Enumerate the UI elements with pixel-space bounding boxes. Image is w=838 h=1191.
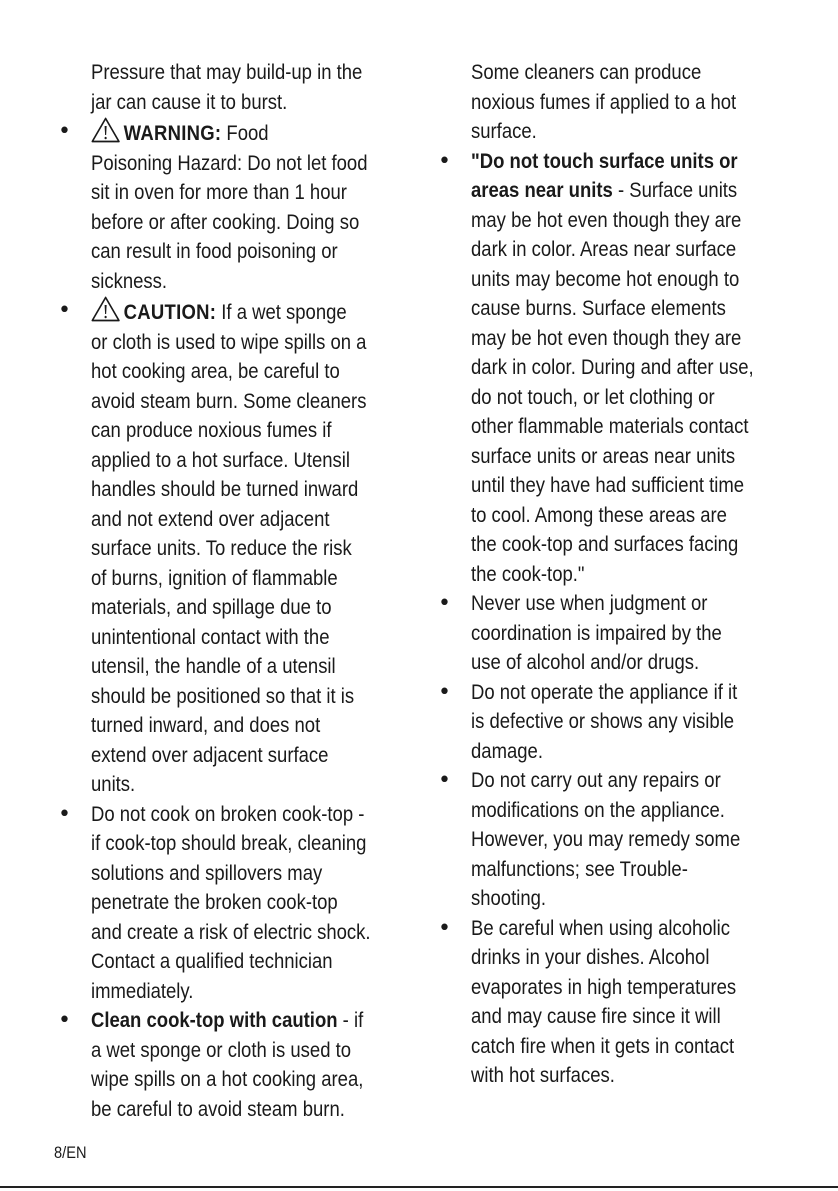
list-item-do-not-touch (430, 147, 835, 590)
text-line: modifications on the appliance. (471, 797, 725, 822)
text-line: surface units. To reduce the risk (91, 536, 352, 560)
bullet: • (58, 119, 71, 144)
text-line: Do not cook on broken cook-top - (91, 801, 365, 826)
text-line: if cook-top should break, cleaning (91, 831, 367, 855)
text-line: Never use when judgment or (471, 591, 708, 615)
warning-triangle-icon (91, 117, 120, 143)
text-line (91, 117, 376, 149)
list-item-repairs (430, 766, 835, 914)
text-line: evaporates in high temperatures (471, 974, 737, 999)
text-line: shooting. (471, 886, 547, 910)
text-line (91, 296, 376, 328)
text-line: coordination is impaired by the (471, 620, 722, 645)
text-line: noxious fumes if applied to a hot (471, 89, 737, 114)
list-item-judgment (430, 589, 835, 678)
text-line: Do not carry out any repairs or (471, 768, 721, 792)
text-line: the cook-top and surfaces facing (471, 532, 739, 556)
list-item-broken-cooktop (50, 800, 422, 1007)
text-line: Some cleaners can produce (471, 60, 702, 84)
text-line: and not extend over adjacent (91, 506, 330, 531)
text-line: solutions and spillovers may (91, 860, 323, 885)
text-line (91, 1006, 376, 1036)
list-item-clean-cooktop (50, 1006, 422, 1124)
text-line: until they have had sufficient time (471, 473, 745, 497)
warning-triangle-icon (91, 296, 120, 322)
text-line: damage. (471, 738, 543, 763)
list-item-alcohol (430, 914, 835, 1091)
text-line: handles should be turned inward (91, 477, 359, 501)
text-run: If a wet sponge (221, 300, 347, 324)
bullet: • (438, 768, 451, 793)
bold-lead-line: "Do not touch surface units or (471, 148, 738, 173)
text-line: Poisoning Hazard: Do not let food (91, 150, 368, 175)
text-line: immediately. (91, 978, 194, 1003)
text-line: other flammable materials contact (471, 414, 749, 438)
bullet: • (438, 591, 451, 616)
text-line: hot cooking area, be careful to (91, 359, 340, 383)
text-line: may be hot even though they are (471, 325, 742, 350)
bold-lead: areas near units (471, 178, 613, 202)
list-item-warning (50, 117, 422, 296)
text-line: do not touch, or let clothing or (471, 384, 715, 409)
text-line: can result in food poisoning or (91, 239, 338, 263)
bullet: • (58, 801, 71, 827)
text-line: malfunctions; see Trouble- (471, 856, 688, 881)
text-run: - Surface units (612, 178, 738, 202)
text-line: dark in color. Areas near surface (471, 237, 737, 261)
text-line: is defective or shows any visible (471, 709, 735, 733)
list-item-caution (50, 296, 422, 800)
text-run: - if (337, 1008, 364, 1032)
text-line: before or after cooking. Doing so (91, 209, 360, 234)
text-line: jar can cause it to burst. (91, 89, 288, 114)
text-line: However, you may remedy some (471, 827, 741, 851)
text-line: or cloth is used to wipe spills on a (91, 329, 367, 354)
page-number: 8/EN (54, 1143, 87, 1162)
text-run: Food (226, 121, 269, 145)
text-line: and create a risk of electric shock. (91, 919, 371, 944)
text-line: be careful to avoid steam burn. (91, 1096, 345, 1121)
bullet: • (438, 148, 451, 174)
text-line: turned inward, and does not (91, 713, 321, 737)
text-line: Do not operate the appliance if it (471, 679, 738, 704)
text-line: the cook-top." (471, 561, 585, 586)
bold-lead: Clean cook-top with caution (91, 1008, 338, 1032)
text-line: use of alcohol and/or drugs. (471, 650, 700, 674)
text-line: applied to a hot surface. Utensil (91, 447, 351, 472)
text-line: surface. (471, 119, 537, 143)
list-item-defective (430, 678, 835, 767)
bullet: • (58, 1008, 71, 1033)
bullet: • (438, 915, 451, 941)
text-line (471, 176, 784, 206)
text-line: Pressure that may build-up in the (91, 60, 363, 84)
bullet: • (58, 298, 71, 323)
text-line: a wet sponge or cloth is used to (91, 1037, 352, 1062)
text-line: Contact a qualified technician (91, 949, 333, 973)
text-line: to cool. Among these areas are (471, 502, 727, 527)
text-line: wipe spills on a hot cooking area, (91, 1067, 364, 1091)
text-line: and may cause fire since it will (471, 1004, 721, 1028)
text-line: Be careful when using alcoholic (471, 915, 731, 940)
bottom-divider (0, 1186, 838, 1188)
text-line: units may become hot enough to (471, 266, 740, 291)
text-line: with hot surfaces. (471, 1063, 615, 1087)
text-line: sickness. (91, 268, 168, 293)
text-line: materials, and spillage due to (91, 595, 332, 619)
left-continuation (91, 58, 376, 117)
left-column (50, 58, 422, 1124)
right-continuation (471, 58, 784, 147)
text-line: cause burns. Surface elements (471, 296, 726, 320)
text-line: penetrate the broken cook-top (91, 890, 338, 914)
bullet: • (438, 679, 451, 705)
text-line: drinks in your dishes. Alcohol (471, 945, 710, 969)
text-line: of burns, ignition of flammable (91, 565, 338, 590)
text-line: extend over adjacent surface (91, 742, 329, 767)
text-line: units. (91, 772, 136, 796)
caution-label: CAUTION: (123, 300, 217, 324)
text-line: unintentional contact with the (91, 624, 330, 649)
text-line: dark in color. During and after use, (471, 355, 754, 379)
text-line: catch fire when it gets in contact (471, 1033, 735, 1058)
text-line: may be hot even though they are (471, 207, 742, 232)
text-line: should be positioned so that it is (91, 683, 355, 708)
text-line: utensil, the handle of a utensil (91, 654, 336, 678)
text-line: can produce noxious fumes if (91, 418, 332, 442)
text-line: surface units or areas near units (471, 443, 736, 468)
right-column (430, 58, 835, 1091)
text-line: sit in oven for more than 1 hour (91, 180, 347, 204)
warning-label: WARNING: (123, 121, 222, 145)
text-line: avoid steam burn. Some cleaners (91, 388, 367, 413)
